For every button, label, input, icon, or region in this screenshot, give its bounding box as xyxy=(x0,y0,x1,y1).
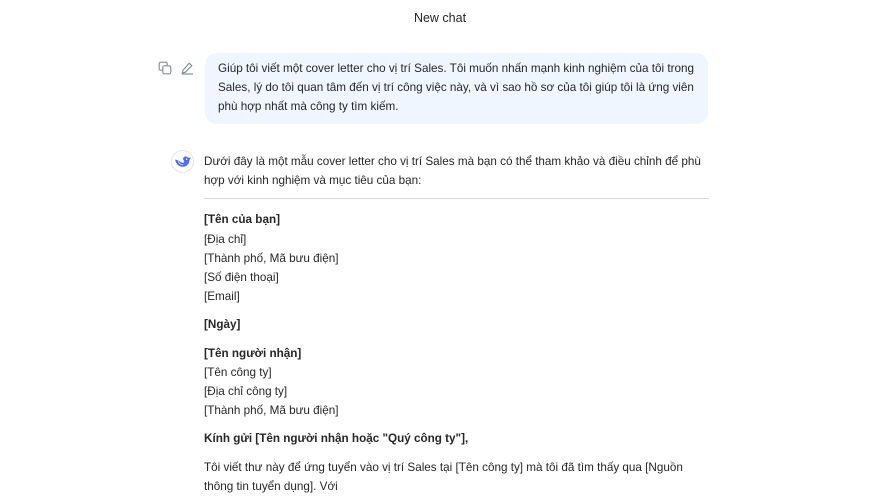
divider xyxy=(204,198,709,199)
copy-icon[interactable] xyxy=(157,60,173,76)
edit-icon[interactable] xyxy=(179,60,195,76)
recipient-name: [Tên người nhận] xyxy=(204,346,302,360)
message-actions xyxy=(157,60,195,76)
letter-body: Tôi viết thư này để ứng tuyển vào vị trí Sales tại [Tên công ty] mà tôi đã tìm thấy qua [Nguồn thông tin tuyển dụng]. Với xyxy=(204,460,683,493)
recipient-city: [Thành phố, Mã bưu điện] xyxy=(204,404,339,418)
salutation-block xyxy=(204,429,709,448)
user-message-text: Giúp tôi viết một cover letter cho vị trí Sales. Tôi muốn nhấn mạnh kinh nghiệm của tôi trong Sales, lý do tôi quan tâm đến vị trí công việc này, và vì sao hồ sơ của tôi giúp tôi là ứng viên phù hợp nhất mà công ty tìm kiếm. xyxy=(218,62,694,113)
sender-city: [Thành phố, Mã bưu điện] xyxy=(204,251,339,265)
sender-phone: [Số điện thoại] xyxy=(204,271,279,285)
sender-email: [Email] xyxy=(204,290,240,304)
sender-address: [Địa chỉ] xyxy=(204,232,247,246)
sender-block xyxy=(204,210,709,306)
recipient-company-address: [Địa chỉ công ty] xyxy=(204,385,288,399)
sender-name: [Tên của bạn] xyxy=(204,213,280,227)
whale-logo-icon xyxy=(171,150,194,173)
recipient-company: [Tên công ty] xyxy=(204,365,272,379)
chat-title: New chat xyxy=(413,11,467,25)
letter-date: [Ngày] xyxy=(204,318,241,332)
user-message-bubble xyxy=(205,53,708,124)
assistant-reply xyxy=(204,152,709,496)
recipient-block xyxy=(204,344,709,421)
date-block xyxy=(204,315,709,334)
reply-intro: Dưới đây là một mẫu cover letter cho vị trí Sales mà bạn có thể tham khảo và điều chỉnh để phù hợp với kinh nghiệm và mục tiêu của bạn: xyxy=(204,155,701,188)
salutation: Kính gửi [Tên người nhận hoặc "Quý công ty"], xyxy=(204,432,469,446)
